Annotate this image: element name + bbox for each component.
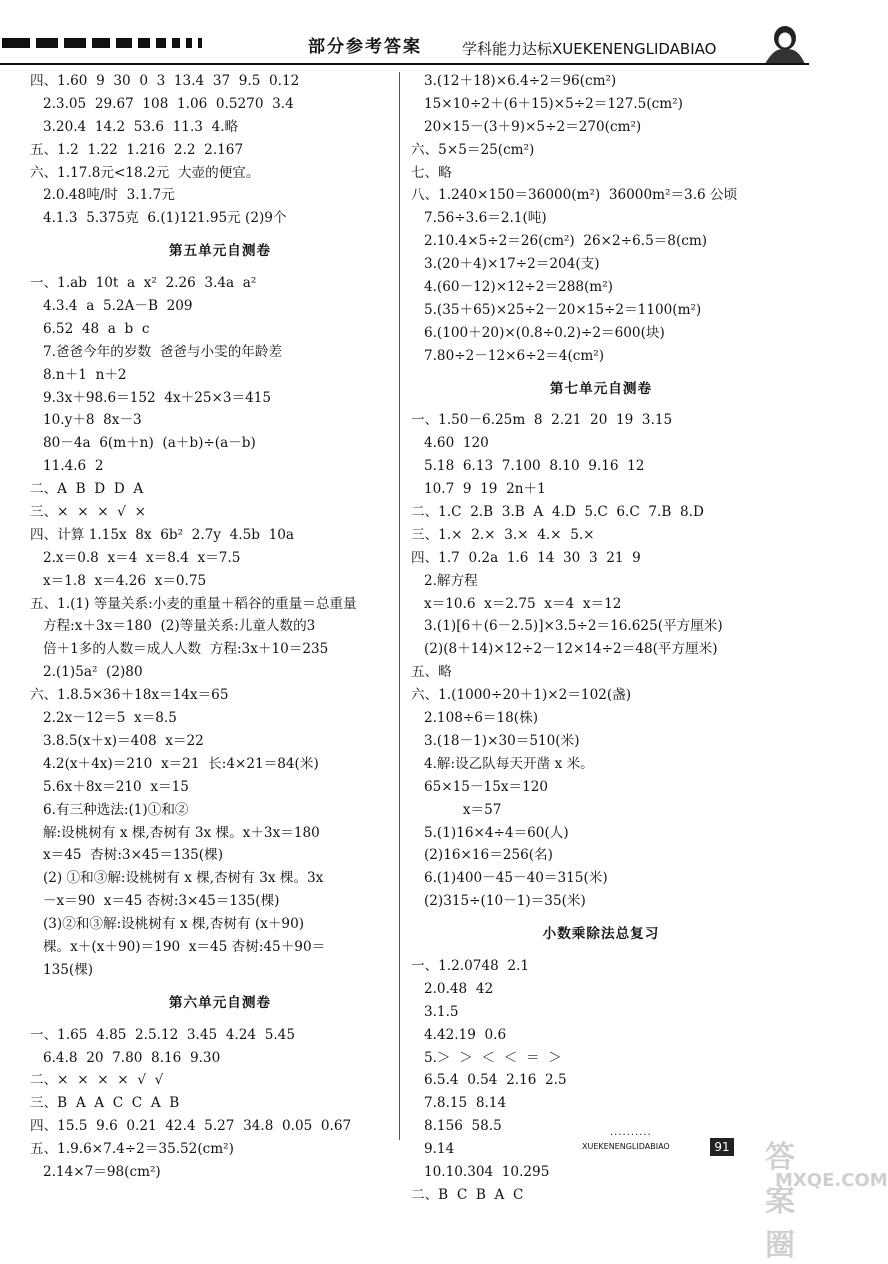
- answer-line: 2.2x－12＝5 x＝8.5: [30, 710, 177, 727]
- answer-line: 2.0.48吨/时 3.1.7元: [30, 187, 175, 204]
- answer-line: 二、1.C 2.B 3.B A 4.D 5.C 6.C 7.B 8.D: [411, 504, 704, 521]
- answer-line: 3.(1)[6＋(6－2.5)]×3.5÷2＝16.625(平方厘米): [411, 618, 723, 635]
- header-title: 部分参考答案: [308, 37, 422, 57]
- answer-line: 20×15－(3＋9)×5÷2＝270(cm²): [411, 118, 642, 135]
- answer-line: 4.解:设乙队每天开凿 x 米。: [411, 755, 594, 772]
- answer-line: x＝1.8 x＝4.26 x＝0.75: [30, 572, 207, 589]
- answer-line: 五、1.9.6×7.4÷2＝35.52(cm²): [30, 1141, 234, 1158]
- answer-line: 五、略: [411, 664, 452, 681]
- answer-line: 6.52 48 a b c: [30, 320, 150, 337]
- header-rule: [0, 63, 809, 65]
- footer-dots: ··········: [610, 1130, 652, 1141]
- answer-line: 9.3x＋98.6＝152 4x＋25×3＝415: [30, 389, 272, 406]
- answer-line: 15×10÷2＋(6＋15)×5÷2＝127.5(cm²): [411, 95, 683, 112]
- section-title: 第五单元自测卷: [168, 243, 272, 260]
- answer-line: 10.7 9 19 2n＋1: [411, 481, 546, 498]
- answer-line: 一、1.50－6.25m 8 2.21 20 19 3.15: [411, 412, 673, 429]
- answer-line: 2.108÷6＝18(株): [411, 710, 539, 727]
- answer-line: 7.56÷3.6＝2.1(吨): [411, 210, 547, 227]
- answer-line: 7.爸爸今年的岁数 爸爸与小雯的年龄差: [30, 343, 283, 360]
- answer-line: 11.4.6 2: [30, 458, 104, 475]
- answer-line: 2.x＝0.8 x＝4 x＝8.4 x＝7.5: [30, 549, 241, 566]
- answer-line: 四、1.60 9 30 0 3 13.4 37 9.5 0.12: [30, 73, 300, 89]
- answer-line: x＝57: [411, 801, 502, 818]
- answer-line: 10.y＋8 8x－3: [30, 412, 142, 429]
- answer-line: 2.(1)5a² (2)80: [30, 664, 143, 681]
- answer-line: 6.4.8 20 7.80 8.16 9.30: [30, 1049, 221, 1066]
- answer-line: 3.(18－1)×30＝510(米): [411, 732, 580, 749]
- answer-line: 5.(35＋65)×25÷2－20×15÷2＝1100(m²): [411, 301, 702, 318]
- answers-left-column: [30, 70, 410, 1184]
- answer-line: 3.20.4 14.2 53.6 11.3 4.略: [30, 118, 239, 135]
- answer-line: (2)16×16＝256(名): [411, 847, 553, 864]
- answer-line: 2.3.05 29.67 108 1.06 0.5270 3.4: [30, 95, 294, 112]
- answer-line: 4.3.4 a 5.2A－B 209: [30, 298, 193, 315]
- answer-line: 8.156 58.5: [411, 1118, 502, 1135]
- answer-line: 4.60 120: [411, 435, 489, 452]
- answer-line: 4.2(x＋4x)＝210 x＝21 长:4×21＝84(米): [30, 755, 319, 772]
- answer-line: 三、B A A C C A B: [30, 1095, 180, 1112]
- answer-line: 9.14: [411, 1141, 455, 1158]
- answer-line: (3)②和③解:设桃树有 x 棵,杏树有 (x＋90): [30, 916, 305, 933]
- answer-line: 2.解方程: [411, 572, 478, 589]
- answer-line: 3.(20＋4)×17÷2＝204(支): [411, 256, 600, 273]
- answer-line: 一、1.ab 10t a x² 2.26 3.4a a²: [30, 275, 257, 292]
- answer-line: 六、1.17.8元<18.2元 大壶的便宜。: [30, 164, 260, 181]
- watermark-url: MXQE.COM: [775, 1170, 888, 1191]
- section-title: 小数乘除法总复习: [542, 926, 660, 943]
- answer-line: (2)(8＋14)×12÷2－12×14÷2＝48(平方厘米): [411, 641, 718, 658]
- answer-line: 10.10.304 10.295: [411, 1163, 550, 1180]
- answer-line: 四、15.5 9.6 0.21 42.4 5.27 34.8 0.05 0.67: [30, 1118, 352, 1135]
- answer-line: (2) ①和③解:设桃树有 x 棵,杏树有 3x 棵。3x: [30, 870, 324, 887]
- answer-line: 一、1.65 4.85 2.5.12 3.45 4.24 5.45: [30, 1026, 295, 1043]
- header-decoration-bars: [2, 38, 202, 48]
- answer-line: 二、A B D D A: [30, 481, 144, 498]
- answer-line: 6.(100＋20)×(0.8÷0.2)÷2＝600(块): [411, 324, 665, 341]
- watermark-logo: 答案圈: [765, 1140, 796, 1263]
- footer-brand: XUEKENENGLIDABIAO: [582, 1142, 670, 1151]
- answer-line: 二、× × × × √ √: [30, 1072, 164, 1089]
- section-title: 第七单元自测卷: [549, 380, 653, 397]
- answer-line: 七、略: [411, 164, 452, 181]
- answer-line: 六、1.8.5×36＋18x＝14x＝65: [30, 687, 229, 704]
- answer-line: 五、1.2 1.22 1.216 2.2 2.167: [30, 141, 244, 158]
- answer-line: －x＝90 x＝45 杏树:3×45＝135(棵): [30, 893, 280, 910]
- answer-line: 倍＋1多的人数＝成人人数 方程:3x＋10＝235: [30, 641, 329, 658]
- answer-line: 五、1.(1) 等量关系:小麦的重量＋稻谷的重量＝总重量: [30, 595, 357, 612]
- answer-line: 2.0.48 42: [411, 980, 494, 997]
- answer-line: 方程:x＋3x＝180 (2)等量关系:儿童人数的3: [30, 618, 316, 635]
- answer-line: 4.1.3 5.375克 6.(1)121.95元 (2)9个: [30, 210, 287, 227]
- answer-line: 7.8.15 8.14: [411, 1095, 507, 1112]
- page-number: 91: [710, 1138, 734, 1156]
- answer-line: 2.10.4×5÷2＝26(cm²) 26×2÷6.5＝8(cm): [411, 233, 708, 250]
- answer-line: x＝45 杏树:3×45＝135(棵): [30, 847, 224, 864]
- answer-line: 135(棵): [30, 961, 94, 978]
- answer-line: (2)315÷(10－1)＝35(米): [411, 893, 586, 910]
- answer-line: 5.(1)16×4÷4＝60(人): [411, 824, 569, 841]
- answer-line: 解:设桃树有 x 棵,杏树有 3x 棵。x＋3x＝180: [30, 824, 320, 841]
- answer-line: 六、1.(1000÷20＋1)×2＝102(盏): [411, 687, 632, 704]
- header-brand: 学科能力达标XUEKENENGLIDABIAO: [462, 40, 717, 58]
- answer-line: 5.6x＋8x＝210 x＝15: [30, 778, 189, 795]
- answers-right-column: [411, 70, 791, 1207]
- answer-line: 7.80÷2－12×6÷2＝4(cm²): [411, 347, 605, 364]
- student-mascot-icon: [761, 24, 807, 64]
- answer-line: 6.5.4 0.54 2.16 2.5: [411, 1072, 567, 1089]
- answer-line: 3.1.5: [411, 1003, 459, 1020]
- answer-line: 80－4a 6(m＋n) (a＋b)÷(a－b): [30, 435, 256, 452]
- answer-line: 6.有三种选法:(1)①和②: [30, 801, 189, 818]
- answer-line: 65×15－15x＝120: [411, 778, 549, 795]
- answer-line: 一、1.2.0748 2.1: [411, 957, 529, 974]
- answer-line: 4.42.19 0.6: [411, 1026, 507, 1043]
- answer-line: 二、B C B A C: [411, 1186, 524, 1203]
- section-title: 第六单元自测卷: [168, 994, 272, 1011]
- answer-line: 六、5×5＝25(cm²): [411, 141, 535, 158]
- answer-line: 4.(60－12)×12÷2＝288(m²): [411, 279, 613, 296]
- answer-line: x＝10.6 x＝2.75 x＝4 x＝12: [411, 595, 622, 612]
- page-header: [0, 0, 809, 70]
- answer-line: 5.18 6.13 7.100 8.10 9.16 12: [411, 458, 645, 475]
- answer-line: 四、1.7 0.2a 1.6 14 30 3 21 9: [411, 549, 641, 566]
- answer-line: 三、1.× 2.× 3.× 4.× 5.×: [411, 526, 595, 543]
- answer-line: 5.＞ ＞ ＜ ＜ ＝ ＞: [411, 1049, 562, 1066]
- answer-line: 三、× × × √ ×: [30, 504, 146, 521]
- answer-line: 2.14×7＝98(cm²): [30, 1163, 161, 1180]
- answer-line: 四、计算 1.15x 8x 6b² 2.7y 4.5b 10a: [30, 526, 294, 543]
- answer-line: 3.8.5(x＋x)＝408 x＝22: [30, 732, 204, 749]
- answer-line: 棵。x＋(x＋90)＝190 x＝45 杏树:45＋90＝: [30, 938, 326, 955]
- answer-line: 八、1.240×150＝36000(m²) 36000m²＝3.6 公顷: [411, 187, 738, 204]
- answer-line: 6.(1)400－45－40＝315(米): [411, 870, 608, 887]
- answer-line: 3.(12＋18)×6.4÷2＝96(cm²): [411, 73, 617, 89]
- answer-line: 8.n＋1 n＋2: [30, 366, 127, 383]
- page-footer: [560, 1130, 888, 1263]
